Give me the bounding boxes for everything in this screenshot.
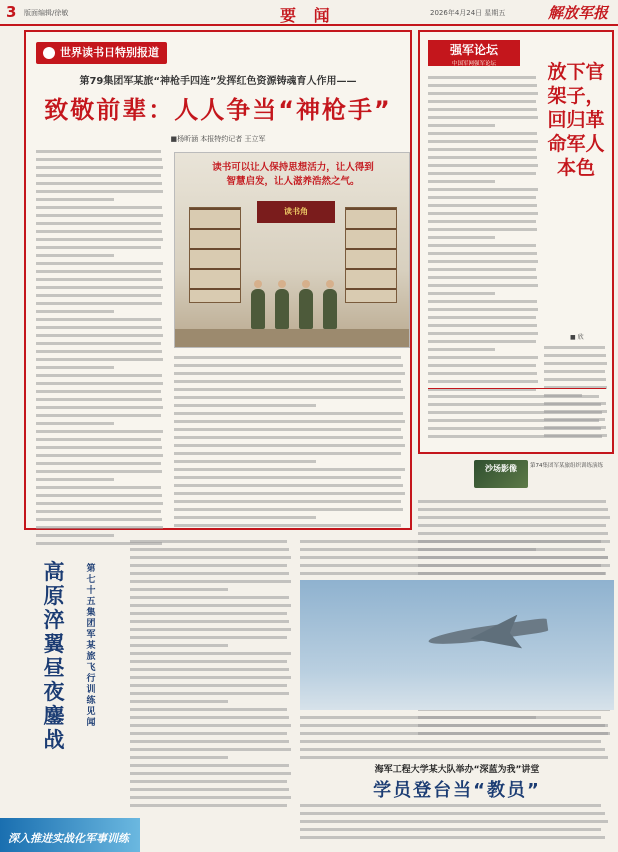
text-line [428,308,538,311]
text-line [428,332,538,335]
plateau-story-subtitle: 第七十五集团军某旅飞行训练见闻 [86,564,96,728]
text-line [36,462,161,465]
text-line [300,756,608,759]
text-line [36,182,162,185]
right-lower-text [300,716,614,764]
text-line [130,796,291,799]
text-line [36,286,163,289]
story2-kicker: 海军工程大学某大队举办“深蓝为我”讲堂 [374,765,540,775]
text-line [174,388,403,391]
story2-title: 学员登台当“教员” [373,780,541,801]
text-line [300,748,605,751]
text-line [428,140,538,143]
photo-floor [175,329,409,347]
text-line [36,366,114,369]
text-line [428,340,536,343]
commentary-body-text [428,76,540,396]
text-line [174,476,401,479]
banner-dot-icon [43,47,55,59]
text-line [130,588,228,591]
text-line [544,346,605,349]
text-line [428,244,536,247]
text-line [174,356,401,359]
photo-slogan-line-2: 智慧启发，让人滋养浩然之气。 [226,176,360,187]
text-line [130,724,291,727]
text-line [36,230,162,233]
photo-slogan [185,161,401,189]
text-line [174,372,405,375]
text-line [130,780,287,783]
text-line [428,292,495,295]
text-line [428,364,536,367]
bookshelf-left [189,207,241,303]
text-line [300,564,601,567]
text-line [174,516,316,519]
text-line [130,644,228,647]
text-line [300,740,601,743]
forum-label-text: 强军论坛 [449,43,498,57]
battle-image-caption: 第74集团军某旅组织训练演练 [530,463,603,469]
issue-date: 2026年4月24日 星期五 [430,9,506,17]
text-line [428,228,537,231]
text-line [428,276,537,279]
bookshelf-right [345,207,397,303]
text-line [174,428,401,431]
text-line [130,636,287,639]
text-line [36,334,163,337]
text-line [544,378,606,381]
text-line [428,156,537,159]
special-report-banner [36,42,167,64]
text-line [300,820,608,823]
text-line [36,238,163,241]
text-line [36,254,114,257]
reading-corner-sign: 读书角 [257,201,335,223]
text-line [130,716,289,719]
text-line [36,174,161,177]
text-line [428,172,536,175]
soldier-figure [299,289,313,329]
text-line [36,518,162,521]
text-line [428,356,538,359]
text-line [36,198,114,201]
text-line [36,350,162,353]
text-line [36,534,114,537]
text-line [174,452,401,455]
text-line [36,358,163,361]
text-line [174,484,403,487]
text-line [428,124,495,127]
text-line [428,324,537,327]
text-line [300,836,605,839]
forum-label: 强军论坛 中国军网强军论坛 [428,40,520,66]
commentary-title: 放下官架子，回归革命军人本色 [547,61,605,179]
text-line [300,716,601,719]
text-line [36,478,114,481]
text-line [428,284,538,287]
soldier-figure [323,289,337,329]
text-line [174,380,401,383]
text-line [428,260,538,263]
text-line [174,364,403,367]
text-line [428,196,536,199]
paper-logo: 解放军报 [548,4,609,22]
text-line [36,486,161,489]
text-line [428,252,537,255]
text-line [130,572,289,575]
text-line [174,396,405,399]
text-line [36,382,163,385]
text-line [428,411,602,414]
text-line [36,206,162,209]
text-line [428,188,538,191]
text-line [130,676,291,679]
text-line [130,684,287,687]
lead-kicker: 第79集团军某旅“神枪手四连”发挥红色资源铸魂育人作用—— [79,76,357,87]
text-line [130,596,289,599]
text-line [428,92,538,95]
text-line [428,76,536,79]
photo-slogan-line-1: 读书可以让人保持思想活力，让人得到 [212,162,374,173]
text-line [36,310,114,313]
text-line [36,270,161,273]
text-line [174,524,401,527]
training-strip [0,818,140,852]
text-line [300,556,608,559]
text-line [130,652,291,655]
text-line [130,772,291,775]
text-line [300,540,601,543]
text-line [36,190,163,193]
text-line [428,180,495,183]
text-line [428,164,538,167]
soldier-figure [251,289,265,329]
text-line [36,158,162,161]
lead-body-text [36,150,166,550]
text-line [130,740,289,743]
plateau-story-body [130,540,294,812]
training-strip-text: 深入推进实战化军事训练 [8,832,129,845]
text-line [428,419,599,422]
text-line [428,108,537,111]
lead-headline: 致敬前辈：人人争当“神枪手” [44,96,392,124]
text-line [36,470,162,473]
text-line [428,100,536,103]
text-line [130,564,287,567]
text-line [130,700,228,703]
text-line [36,430,163,433]
text-line [36,150,161,153]
text-line [130,604,291,607]
text-line [174,412,403,415]
text-line [174,436,403,439]
text-line [36,414,161,417]
text-line [428,204,537,207]
text-line [428,380,538,383]
text-line [36,438,161,441]
text-line [544,354,606,357]
text-line [36,214,163,217]
text-line [36,326,162,329]
text-line [36,318,161,321]
text-line [300,572,605,575]
text-line [428,268,536,271]
text-line [428,220,536,223]
text-line [428,427,601,430]
text-line [174,404,316,407]
text-line [130,764,289,767]
text-line [130,580,291,583]
text-line [36,302,162,305]
text-line [174,444,405,447]
text-line [36,390,161,393]
commentary-footnote-text [428,395,606,443]
text-line [428,148,536,151]
text-line [36,166,163,169]
text-line [130,756,228,759]
text-line [36,526,163,529]
text-line [428,300,537,303]
text-line [428,316,536,319]
text-line [36,422,114,425]
text-line [428,395,599,398]
fighter-jet-photo [300,580,614,710]
text-line [418,524,606,527]
text-line [36,398,162,401]
plateau-story-title: 高原淬翼 昼夜鏖战 [43,559,65,752]
text-line [418,532,608,535]
text-line [36,502,163,505]
text-line [428,132,537,135]
commentary-author: ■ 欣 [570,334,584,341]
text-line [300,828,601,831]
page-number: 3 [6,3,17,21]
text-line [36,454,163,457]
text-line [418,500,606,503]
text-line [428,116,538,119]
text-line [36,246,161,249]
text-line [300,548,605,551]
text-line [428,84,537,87]
text-line [428,372,537,375]
text-line [300,812,605,815]
text-line [174,508,403,511]
text-line [36,222,161,225]
text-line [130,804,287,807]
text-line [130,732,287,735]
text-line [36,374,162,377]
text-line [130,788,289,791]
text-line [174,468,405,471]
lead-byline: ■杨昕涵 本报特约记者 王立军 [170,135,266,143]
lead-photo [174,152,410,348]
text-line [428,435,602,438]
soldier-figure [275,289,289,329]
text-line [36,446,162,449]
plateau-story [24,540,128,846]
text-line [300,804,601,807]
text-line [174,500,401,503]
masthead [0,0,618,26]
text-line [130,612,287,615]
text-line [130,708,287,711]
section-editor: 版面编辑/徐敏 [24,9,69,17]
text-line [130,692,289,695]
lead-story [24,30,412,530]
text-line [544,362,607,365]
text-line [428,212,538,215]
text-line [174,420,405,423]
text-line [428,348,495,351]
special-report-label: 世界读书日特别报道 [60,46,159,59]
text-line [544,370,605,373]
text-line [36,262,163,265]
text-line [130,556,291,559]
lead-body-columns [174,356,410,532]
text-line [130,628,291,631]
text-line [428,236,495,239]
commentary-footnote [428,388,606,448]
text-line [418,516,610,519]
text-line [36,294,161,297]
text-line [174,492,405,495]
text-line [130,620,289,623]
text-line [418,508,608,511]
text-line [130,668,289,671]
text-line [36,494,162,497]
text-line [130,540,287,543]
text-line [300,732,608,735]
text-line [36,510,161,513]
story2-body [300,804,614,844]
battle-image-badge: 沙场影像 [474,460,528,488]
text-line [428,403,601,406]
text-line [36,342,161,345]
text-line [174,460,316,463]
text-line [300,724,605,727]
section-title: 要 闻 [280,6,336,25]
commentary-box [418,30,614,454]
text-line [36,278,162,281]
text-line [130,548,289,551]
text-line [130,748,291,751]
text-line [36,406,163,409]
text-line [130,660,287,663]
